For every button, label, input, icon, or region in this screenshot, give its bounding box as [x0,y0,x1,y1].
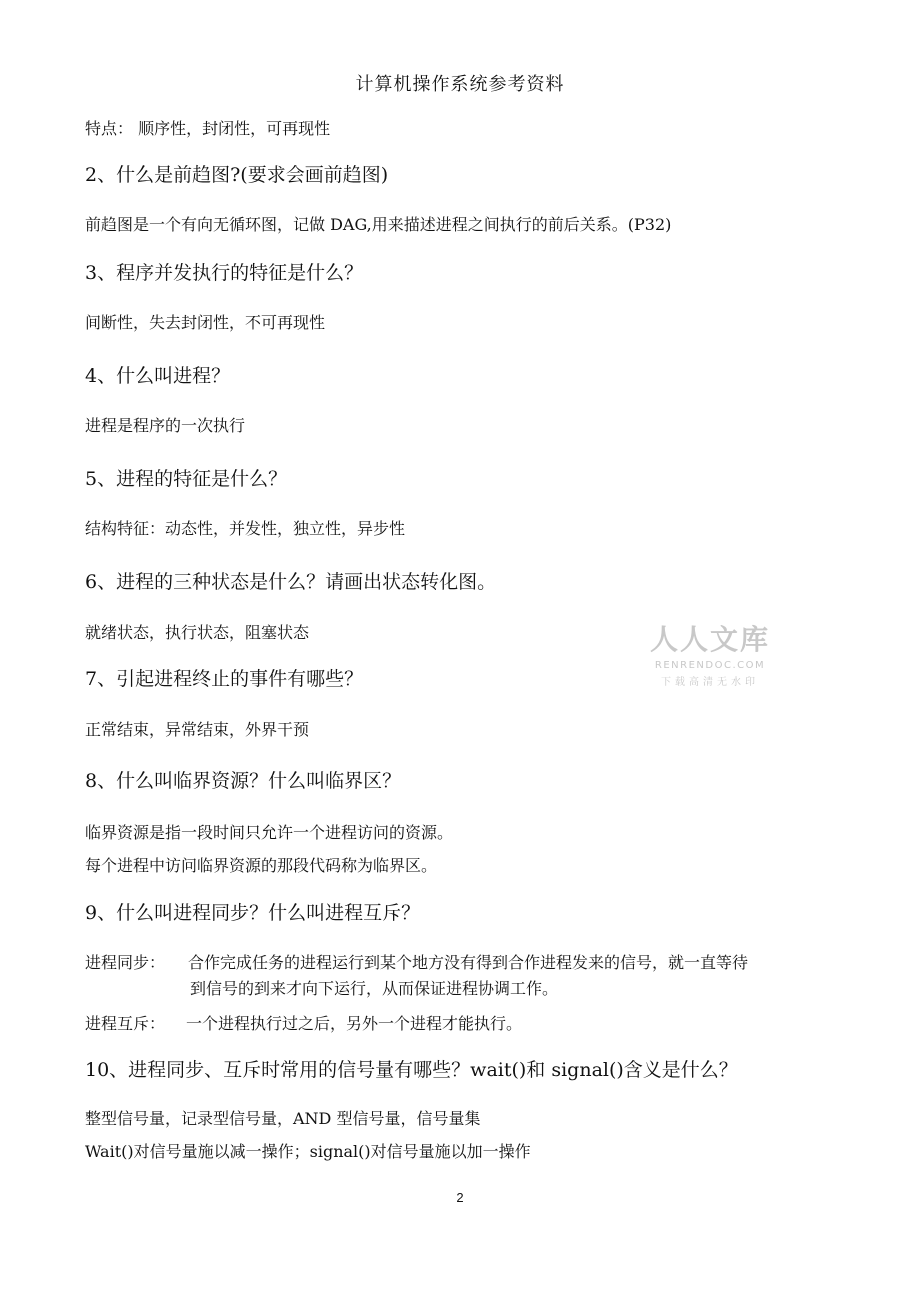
question-9: 9、什么叫进程同步？什么叫进程互斥？ [85,902,421,924]
watermark-tagline: 下载高清无水印 [661,677,759,688]
answer-4: 进程是程序的一次执行 [85,416,246,435]
question-7: 7、引起进程终止的事件有哪些？ [85,668,364,690]
question-6: 6、进程的三种状态是什么？请画出状态转化图。 [85,571,497,593]
answer-7: 正常结束，异常结束，外界干预 [85,720,310,739]
sync-definition-line-2: 到信号的到来才向下运行，从而保证进程协调工作。 [190,979,559,998]
answer-3: 间断性，失去封闭性，不可再现性 [85,313,326,332]
mutex-definition: 一个进程执行过之后，另外一个进程才能执行。 [186,1014,523,1033]
watermark-title: 人人文库 [649,623,770,656]
answer-8-line-2: 每个进程中访问临界资源的那段代码称为临界区。 [85,856,438,875]
mutex-label: 进程互斥： [85,1014,166,1033]
answer-8-line-1: 临界资源是指一段时间只允许一个进程访问的资源。 [85,823,454,842]
page-number: 2 [456,1190,464,1205]
watermark [640,618,780,688]
page-header-title: 计算机操作系统参考资料 [355,74,565,95]
answer-10-line-1: 整型信号量，记录型信号量，AND 型信号量，信号量集 [85,1109,481,1128]
answer-10-line-2: Wait()对信号量施以减一操作；signal()对信号量施以加一操作 [85,1142,531,1161]
question-2: 2、什么是前趋图?(要求会画前趋图) [85,164,389,186]
features-line: 特点： 顺序性，封闭性，可再现性 [85,119,331,138]
question-4: 4、什么叫进程？ [85,365,231,387]
watermark-site: RENRENDOC.COM [654,660,766,671]
answer-5: 结构特征：动态性，并发性，独立性，异步性 [85,519,406,538]
question-8: 8、什么叫临界资源？什么叫临界区？ [85,770,402,792]
sync-definition-line-1: 合作完成任务的进程运行到某个地方没有得到合作进程发来的信号，就一直等待 [188,953,749,972]
question-10: 10、进程同步、互斥时常用的信号量有哪些？wait()和 signal()含义是什么？ [85,1059,738,1081]
question-3: 3、程序并发执行的特征是什么？ [85,262,364,284]
sync-label: 进程同步： [85,953,166,972]
answer-6: 就绪状态，执行状态，阻塞状态 [85,623,310,642]
answer-2: 前趋图是一个有向无循环图，记做 DAG,用来描述进程之间执行的前后关系。(P32) [85,215,672,234]
question-5: 5、进程的特征是什么？ [85,468,288,490]
